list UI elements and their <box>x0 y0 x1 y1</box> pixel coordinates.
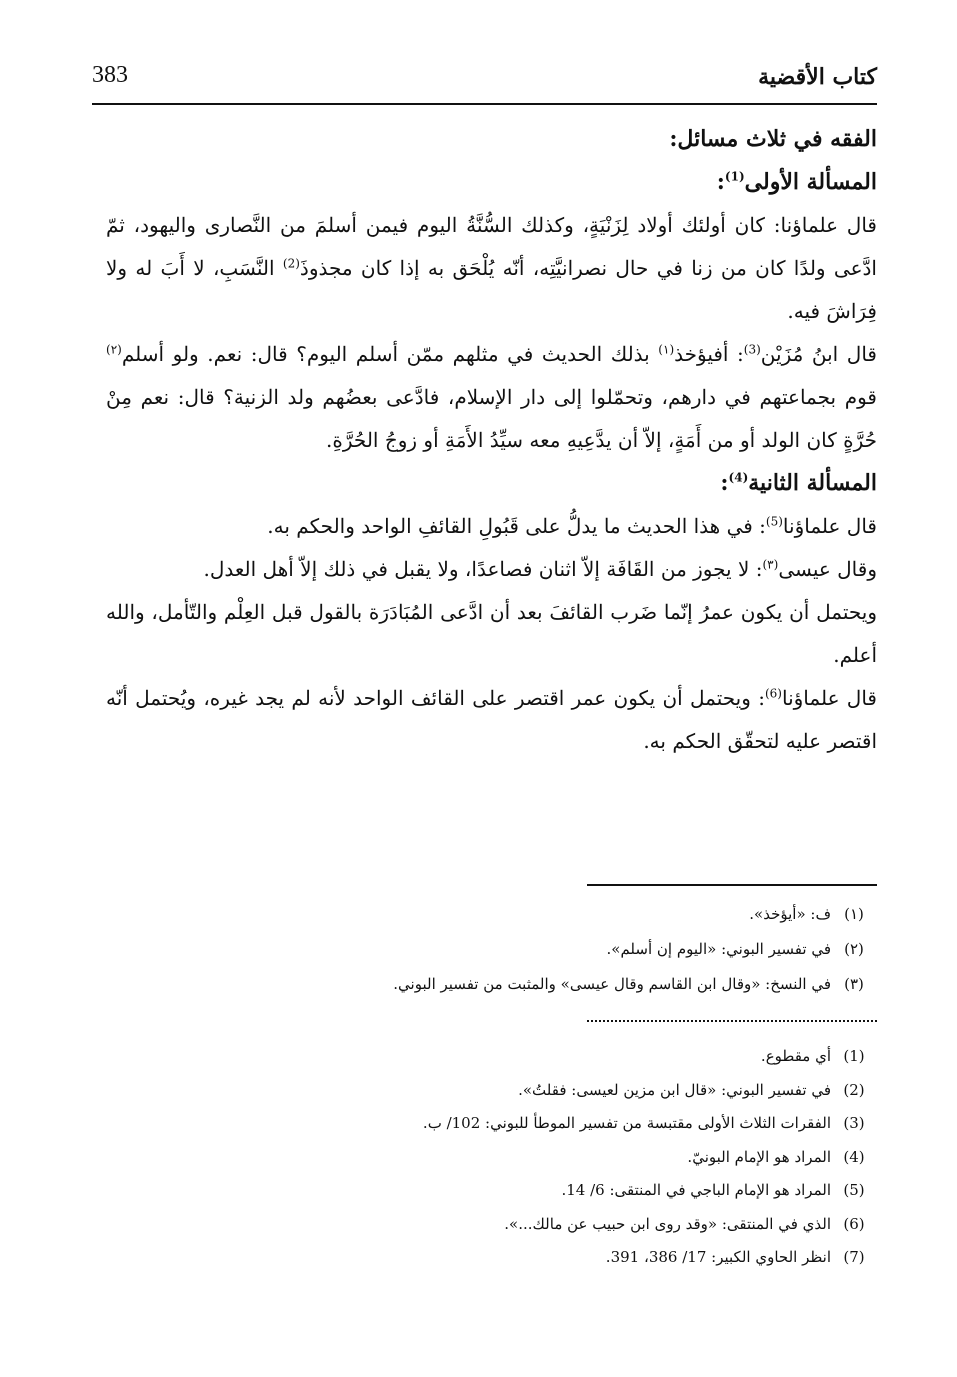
footnote-number: (١) <box>844 905 864 923</box>
editor-footnotes <box>150 897 877 1002</box>
footnote-ref[interactable]: (3) <box>743 342 761 357</box>
footnote-rule <box>587 884 877 886</box>
footnote-text: في تفسير البوني: «قال ابن مزين لعيسى: فقلتُ». <box>518 1080 831 1099</box>
paragraph <box>106 677 877 763</box>
footnote-ref[interactable]: (1) <box>724 169 745 184</box>
paragraph-text: قال علماؤنا: كان أولئك أولاد لِزَنْيَةٍ، وكذلك السُّنَّةُ اليوم فيمن أسلمَ من النَّصارى واليهود، ثمّ ادَّعى ولدًا كان من زنا في حال نصرانيَّتِه، أنّه يُلْحَق به إذا كان مجذوذَ <box>106 213 877 280</box>
footnote-item <box>150 1141 877 1175</box>
paragraph-text: : ويحتمل أن يكون عمر اقتصر على القائف الواحد لأنه لم يجد غيره، ويُحتمل أنّه اقتصر عليه لتحقّق الحكم به. <box>106 686 877 753</box>
paragraph-text: قال علماؤنا <box>781 686 877 710</box>
footnote-number: (٢) <box>844 940 864 958</box>
footnote-text: المراد هو الإمام الباجي في المنتقى: 6/ 14. <box>561 1181 831 1199</box>
issue-2-title: المسألة الثانية$^{(4)}$: <box>720 470 877 496</box>
footnote-number: (3) <box>843 1114 865 1132</box>
footnote-text: في النسخ: «وقال ابن القاسم وقال عيسى» والمثبت من تفسير البوني. <box>393 975 831 993</box>
footnote-number: (1) <box>843 1047 865 1065</box>
issue-2-title-text: المسألة الثانية <box>748 470 877 496</box>
footnote-ref[interactable]: (١) <box>658 342 675 357</box>
footnote-item <box>150 967 877 1002</box>
issue-1-title-text: المسألة الأولى <box>744 169 877 195</box>
paragraph: ويحتمل أن يكون عمرُ إنّما ضَرب القائفَ بعد أن ادَّعى المُبَادَرَة بالقول قبل العِلْم والتّأمل، والله أعلم. <box>106 600 878 667</box>
paragraph-text: قال ابنُ مُزَيْن <box>760 342 877 366</box>
main-text <box>106 118 877 763</box>
page-header <box>92 62 877 102</box>
page-number: 383 <box>92 62 128 88</box>
footnote-item <box>150 1074 877 1108</box>
footnote-text: ف: «أيؤخذ». <box>749 905 831 923</box>
running-title: كتاب الأقضية <box>758 64 877 90</box>
footnote-number: (5) <box>843 1181 865 1199</box>
footnote-ref[interactable]: (4) <box>728 470 749 485</box>
footnote-item <box>150 1107 877 1141</box>
paragraph-text: قال علماؤنا <box>782 514 877 538</box>
footnote-ref[interactable]: (2) <box>282 256 300 271</box>
footnote-item <box>150 1208 877 1242</box>
header-rule <box>92 103 877 105</box>
footnote-item <box>150 932 877 967</box>
paragraph <box>106 505 877 548</box>
paragraph <box>106 204 877 333</box>
footnote-text: في تفسير البوني: «اليوم إن أسلم». <box>606 940 831 958</box>
footnote-number: (4) <box>843 1147 865 1166</box>
footnote-item <box>150 1241 877 1275</box>
footnote-item <box>150 1174 877 1208</box>
paragraph <box>106 333 877 462</box>
paragraph-text: قوم بجماعتهم في دارهم، وتحمّلوا إلى دار الإسلام، فادَّعى بعضُهم ولد الزنية؟ قال: نعم مِنْ حُرَّةٍ كان الولد أو من أَمَةٍ، إلاّ أن يدَّعِيهِ معه سيِّدُ الأَمَةِ أو زوجُ الحُرَّةِ. <box>106 385 877 452</box>
section-heading: الفقه في ثلاث مسائل: <box>669 126 877 152</box>
footnote-item <box>150 1040 877 1074</box>
footnote-text: الفقرات الثلاث الأولى مقتبسة من تفسير الموطأ للبوني: 102/ ب. <box>422 1114 831 1132</box>
paragraph-text: : لا يجوز من القَافَة إلاّ اثنان فصاعدًا، ولا يقبل في ذلك إلاّ أهل العدل. <box>203 557 763 581</box>
footnote-ref[interactable]: (٣) <box>762 557 779 572</box>
paragraph-text: : في هذا الحديث ما يدلُّ على قَبُولِ القائفِ الواحد والحكم به. <box>267 514 766 538</box>
footnote-text: الذي في المنتقى: «وقد روى ابن حبيب عن مالك...». <box>504 1214 831 1233</box>
footnote-number: (7) <box>843 1248 865 1266</box>
source-footnotes <box>150 1040 877 1275</box>
paragraph-text: : أفيؤخذ <box>674 342 744 366</box>
paragraph-text: النَّسَبِ، لا أَبَ له ولا فِرَاشَ فيه. <box>106 256 877 323</box>
footnote-number: (6) <box>843 1214 865 1233</box>
footnote-ref[interactable]: (٢) <box>106 342 122 357</box>
issue-1-title: المسألة الأولى$^{(1)}$: <box>716 169 877 195</box>
footnote-text: انظر الحاوي الكبير: 17/ 386، 391. <box>605 1248 831 1266</box>
footnote-item <box>150 897 877 932</box>
footnote-number: (٣) <box>844 975 864 993</box>
footnote-text: المراد هو الإمام البونيّ. <box>687 1147 831 1166</box>
footnote-ref[interactable]: (5) <box>765 514 783 529</box>
footnote-dotted-rule <box>587 1020 877 1022</box>
paragraph-text: وقال عيسى <box>778 557 877 581</box>
footnote-number: (2) <box>843 1080 865 1099</box>
paragraph-text: بذلك الحديث في مثلهم ممّن أسلم اليوم؟ قال: نعم. ولو أسلم <box>121 342 659 366</box>
footnote-text: أي مقطوع. <box>760 1047 831 1065</box>
footnote-ref[interactable]: (6) <box>764 686 782 701</box>
paragraph <box>106 548 877 591</box>
